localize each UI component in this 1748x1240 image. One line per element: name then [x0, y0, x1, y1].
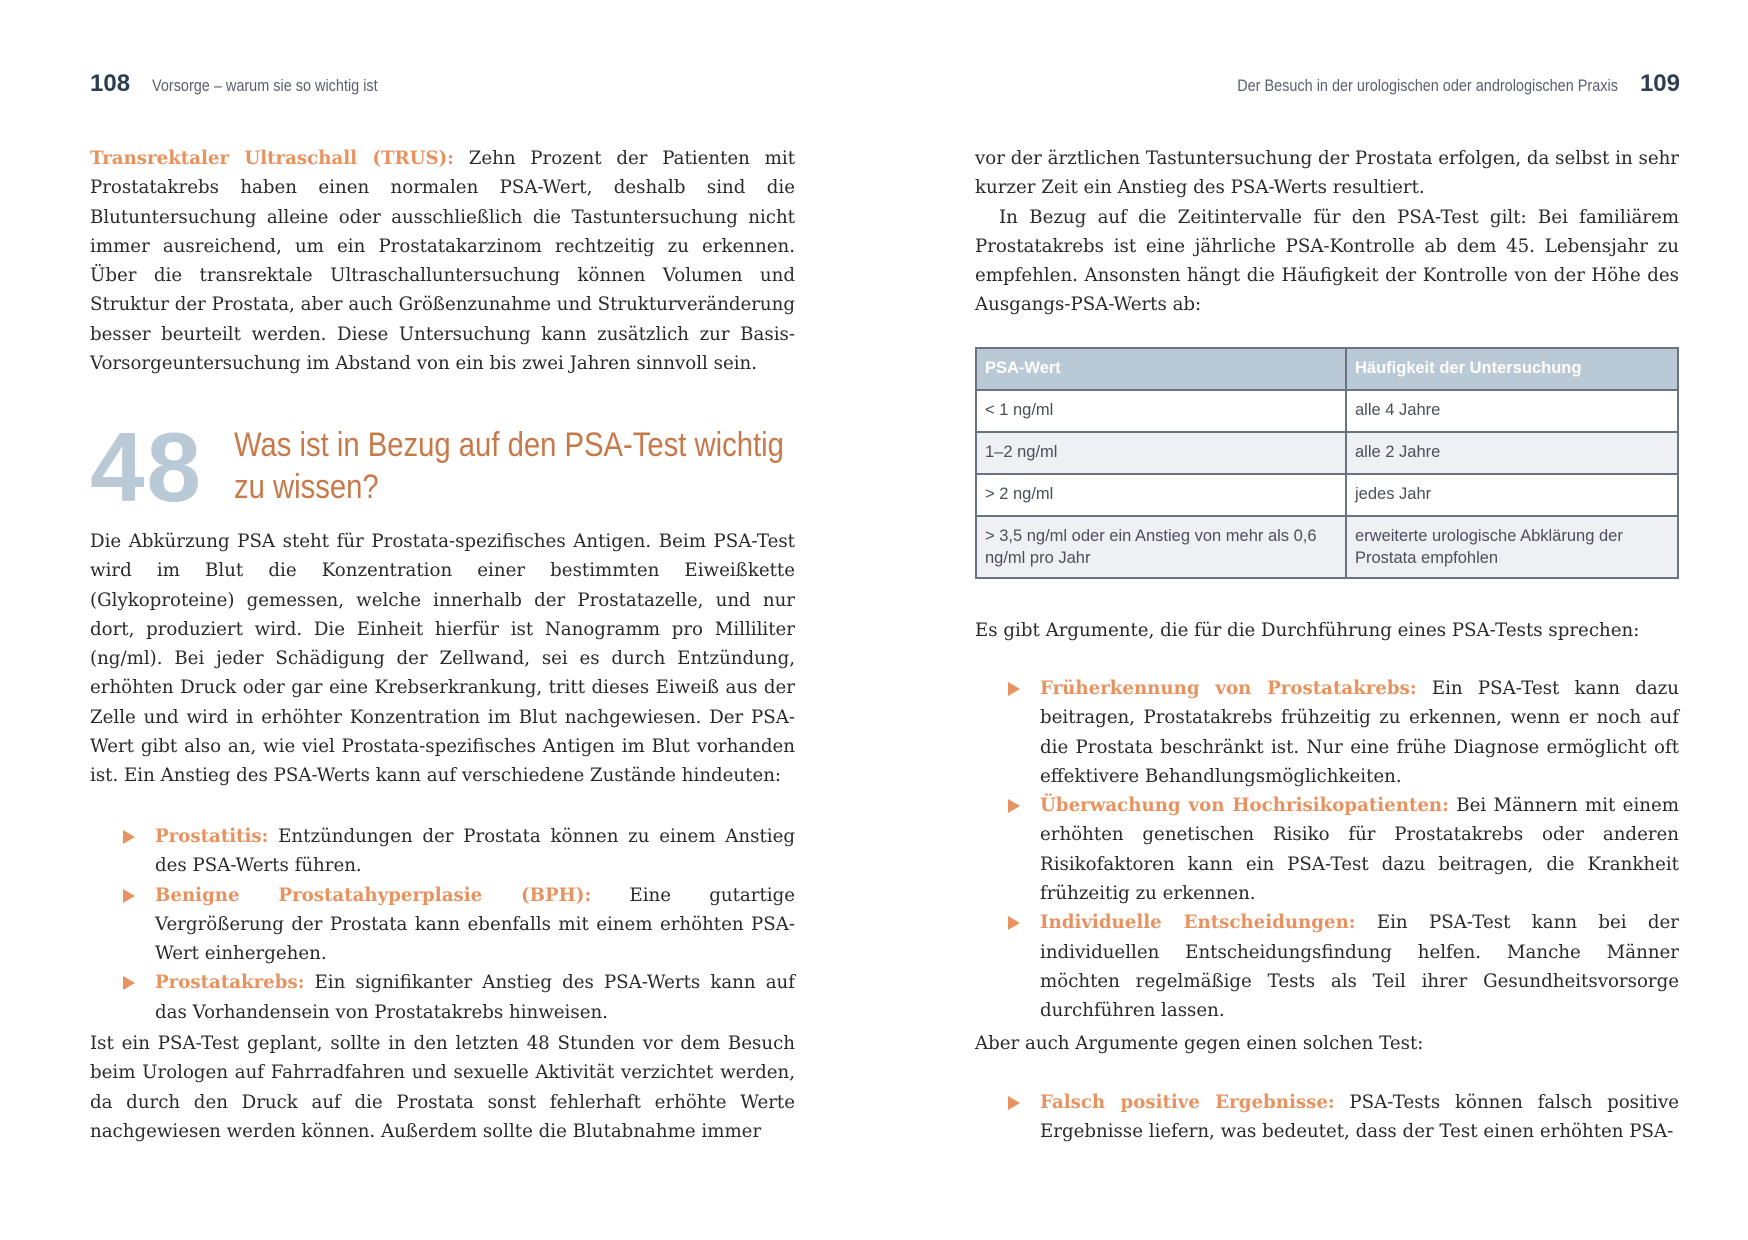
term: Früherkennung von Prostatakrebs: [1040, 678, 1417, 699]
table-header: Häufigkeit der Untersuchung [1346, 348, 1678, 390]
cell: alle 4 Jahre [1346, 390, 1678, 432]
list-item [155, 881, 795, 969]
term: Falsch positive Ergebnisse: [1040, 1092, 1335, 1113]
list-item [1040, 908, 1679, 1025]
list-item [1040, 1088, 1679, 1147]
contra-intro [975, 1029, 1679, 1058]
text: Ein PSA-Test kann bei der individuellen Entscheidungsfindung helfen. Manche Männer möchten regelmäßige Tests als Teil ihrer Gesundheitsvorsorge durchführen lassen. [1040, 912, 1680, 1022]
list-item [155, 968, 795, 1027]
cell: > 3,5 ng/ml oder ein Anstieg von mehr als 0,6 ng/ml pro Jahr [976, 516, 1346, 578]
list-item [1040, 674, 1679, 791]
text: Bei Männern mit einem erhöhten genetischen Risiko für Prostatakrebs oder anderen Risikofaktoren kann ein PSA-Test dazu beitragen, die Krankheit frühzeitig zu erkennen. [1040, 795, 1679, 905]
paragraph: Die Abkürzung PSA steht für Prostata-spezifisches Antigen. Beim PSA-Test wird im Blut die Konzentration einer bestimmten Eiweißkette (Glykoproteine) gemessen, welche innerhalb der Prostatazelle, und nur dort, produziert wird. Die Einheit hierfür ist Nanogramm pro Milliliter (ng/ml). Bei jeder Schädigung der Zellwand, sei es durch Entzündung, erhöhten Druck oder gar eine Krebserkrankung, tritt dieses Eiweiß aus der Zelle und wird in erhöhter Konzentration im Blut nachgewiesen. Der PSA-Wert gibt also an, wie viel Prostata-spezifisches Antigen im Blut vorhanden ist. Ein Anstieg des PSA-Werts kann auf verschiedene Zustände hindeuten: [90, 531, 795, 787]
closing-paragraph [90, 1029, 795, 1146]
text: Entzündungen der Prostata können zu einem Anstieg des PSA-Werts führen. [155, 826, 795, 877]
paragraph: Aber auch Argumente gegen einen solchen Test: [975, 1033, 1424, 1054]
cell: erweiterte urologische Abklärung der Prostata empfohlen [1346, 516, 1678, 578]
cell: < 1 ng/ml [976, 390, 1346, 432]
cell: 1–2 ng/ml [976, 432, 1346, 474]
text: Eine gutartige Vergrößerung der Prostata kann ebenfalls mit einem erhöhten PSA-Wert einhergehen. [155, 884, 795, 965]
paragraph: In Bezug auf die Zeitintervalle für den PSA-Test gilt: Bei familiärem Prostatakrebs ist eine jährliche PSA-Kontrolle ab dem 45. Lebensjahr zu empfehlen. Ansonsten hängt die Häufigkeit der Kontrolle von der Höhe des Ausgangs-PSA-Werts ab: [975, 206, 1679, 316]
cell: alle 2 Jahre [1346, 432, 1678, 474]
cell: > 2 ng/ml [976, 474, 1346, 516]
term: Prostatitis: [155, 826, 269, 847]
right-running-header [1170, 70, 1680, 98]
psa-frequency-table [975, 347, 1679, 579]
psa-causes-list [90, 822, 795, 1027]
term: Überwachung von Hochrisikopatienten: [1040, 795, 1449, 817]
contra-arguments-list [975, 1088, 1679, 1147]
bullet-triangle-icon [123, 889, 135, 903]
list-item [1040, 791, 1679, 908]
question-title: Was ist in Bezug auf den PSA-Test wichtig zu wissen? [234, 426, 784, 506]
text: Ein PSA-Test kann dazu beitragen, Prostatakrebs frühzeitig zu erkennen, wenn er noch auf die Prostata beschränkt ist. Nur eine frühe Diagnose ermöglicht oft effektivere Behandlungsmöglichkeiten. [1040, 678, 1679, 787]
paragraph: vor der ärztlichen Tastuntersuchung der Prostata erfolgen, da selbst in sehr kurzer Zeit ein Anstieg des PSA-Werts resultiert. [975, 148, 1679, 199]
bullet-triangle-icon [123, 830, 135, 844]
paragraph: Ist ein PSA-Test geplant, sollte in den letzten 48 Stunden vor dem Besuch beim Urologen auf Fahrradfahren und sexuelle Aktivität verzichtet werden, da durch den Druck auf die Prostata sonst fehlerhaft erhöhte Werte nachgewiesen werden können. Außerdem sollte die Blutabnahme immer [90, 1033, 795, 1142]
question-number: 48 [90, 412, 204, 522]
table-row [976, 516, 1678, 578]
text: Ein signifikanter Anstieg des PSA-Werts kann auf das Vorhandensein von Prostatakrebs hinweisen. [155, 972, 795, 1023]
table-row [976, 432, 1678, 474]
table-header: PSA-Wert [976, 348, 1346, 390]
bullet-triangle-icon [1008, 799, 1020, 813]
term: Benigne Prostatahyperplasie (BPH): [155, 884, 592, 906]
bullet-triangle-icon [1008, 916, 1020, 930]
psa-intro [90, 527, 795, 791]
text: PSA-Tests können falsch positive Ergebnisse liefern, was bedeutet, dass der Test einen erhöhten PSA- [1040, 1092, 1679, 1143]
bullet-triangle-icon [123, 976, 135, 990]
term: Transrektaler Ultraschall (TRUS): [90, 148, 454, 169]
list-item [155, 822, 795, 881]
pro-arguments-list [975, 674, 1679, 1026]
page-number: 108 [90, 70, 131, 97]
bullet-triangle-icon [1008, 1096, 1020, 1110]
trus-paragraph [90, 144, 795, 378]
continuation-paragraphs [975, 144, 1679, 320]
term: Prostatakrebs: [155, 972, 305, 994]
term: Individuelle Entscheidungen: [1040, 912, 1356, 934]
text: Zehn Prozent der Patienten mit Prostatakrebs haben einen normalen PSA-Wert, deshalb sind die Blutuntersuchung alleine oder ausschließlich die Tastuntersuchung nicht immer ausreichend, um ein Prostatakarzinom rechtzeitig zu erkennen. Über die transrektale Ultraschalluntersuchung können Volumen und Struktur der Prostata, aber auch Größenzunahme und Strukturveränderung besser beurteilt werden. Diese Untersuchung kann zusätzlich zur Basis-Vorsorgeuntersuchung im Abstand von ein bis zwei Jahren sinnvoll sein. [90, 148, 795, 375]
page-number: 109 [1639, 70, 1680, 97]
table-row [976, 390, 1678, 432]
running-head: Vorsorge – warum sie so wichtig ist [152, 76, 378, 95]
cell: jedes Jahr [1346, 474, 1678, 516]
left-running-header [90, 70, 418, 98]
pro-intro [975, 616, 1679, 645]
running-head: Der Besuch in der urologischen oder andrologischen Praxis [1237, 76, 1618, 95]
bullet-triangle-icon [1008, 682, 1020, 696]
table-row [976, 474, 1678, 516]
paragraph: Es gibt Argumente, die für die Durchführung eines PSA-Tests sprechen: [975, 620, 1640, 641]
